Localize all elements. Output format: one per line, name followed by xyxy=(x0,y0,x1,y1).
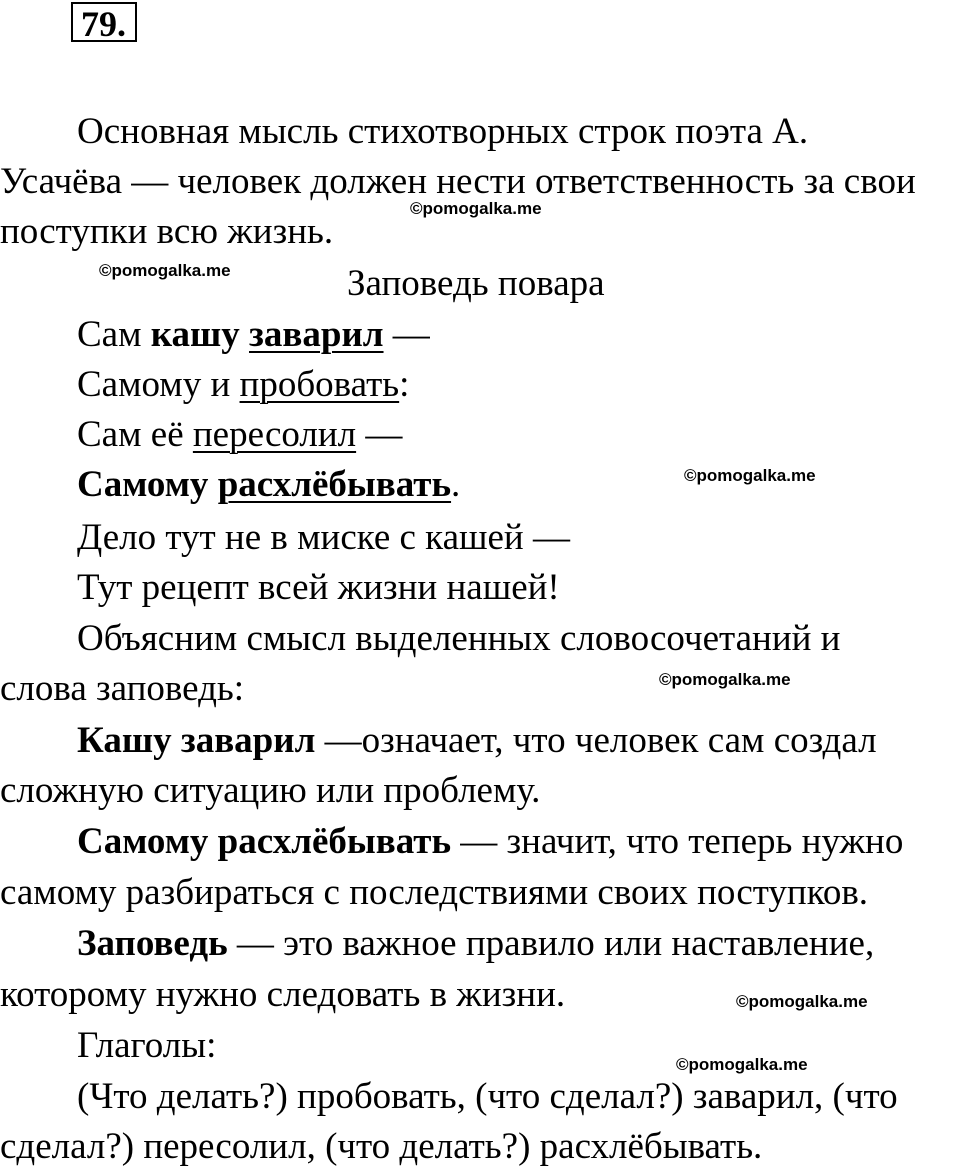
watermark: ©pomogalka.me xyxy=(659,670,791,689)
explain-line1: Объясним смысл выделенных словосочетаний и xyxy=(77,618,841,659)
poem-line1-d: — xyxy=(383,314,430,355)
poem-line3 xyxy=(77,413,402,457)
paragraph1-line2: Усачёва — человек должен нести ответственность за свои xyxy=(0,161,916,202)
explain-line2: слова заповедь: xyxy=(0,668,245,709)
poem-line3-c: — xyxy=(356,414,403,455)
watermark: ©pomogalka.me xyxy=(99,261,231,280)
watermark: ©pomogalka.me xyxy=(736,992,868,1011)
def3-term: Заповедь xyxy=(77,923,228,964)
poem-line1 xyxy=(77,313,430,357)
poem-line4-c: . xyxy=(451,464,461,505)
poem-line5: Дело тут не в миске с кашей — xyxy=(77,517,570,558)
def1-line2: сложную ситуацию или проблему. xyxy=(0,770,541,811)
def2-text1: — значит, что теперь нужно xyxy=(451,821,904,862)
poem-line1-a: Сам xyxy=(77,314,151,355)
def3-line1 xyxy=(77,922,874,966)
def1-text1: —означает, что человек сам создал xyxy=(315,720,877,761)
def2-line1 xyxy=(77,820,903,864)
paragraph1-line3: поступки всю жизнь. xyxy=(0,211,334,252)
watermark: ©pomogalka.me xyxy=(684,466,816,485)
def2-term: Самому расхлёбывать xyxy=(77,821,452,862)
poem-line4 xyxy=(77,463,460,507)
poem-line6: Тут рецепт всей жизни нашей! xyxy=(77,567,560,608)
poem-line1-b: кашу xyxy=(150,314,250,355)
poem-line3-b: пересолил xyxy=(192,414,357,455)
poem-line4-b: расхлёбывать xyxy=(217,464,452,505)
poem-line2-c: : xyxy=(399,364,410,405)
def3-line2: которому нужно следовать в жизни. xyxy=(0,974,566,1015)
poem-line2-a: Самому и xyxy=(77,364,240,405)
def3-text1: — это важное правило или наставление, xyxy=(227,923,875,964)
def1-line1 xyxy=(77,719,877,763)
paragraph1-line1: Основная мысль стихотворных строк поэта А. xyxy=(77,111,809,152)
poem-line2 xyxy=(77,363,409,407)
poem-line2-b: пробовать xyxy=(239,364,400,405)
verbs-heading: Глаголы: xyxy=(77,1025,217,1066)
def1-term: Кашу заварил xyxy=(77,720,316,761)
def2-line2: самому разбираться с последствиями своих поступков. xyxy=(0,872,869,913)
verbs-line2: сделал?) пересолил, (что делать?) расхлёбывать. xyxy=(0,1126,763,1167)
poem-title: Заповедь повара xyxy=(347,263,605,304)
watermark: ©pomogalka.me xyxy=(676,1055,808,1074)
poem-line3-a: Сам её xyxy=(77,414,193,455)
verbs-line1: (Что делать?) пробовать, (что сделал?) заварил, (что xyxy=(77,1076,898,1117)
watermark: ©pomogalka.me xyxy=(410,199,542,218)
poem-line4-a: Самому xyxy=(77,464,218,505)
task-number: 79. xyxy=(71,2,137,42)
poem-line1-c: заварил xyxy=(249,314,384,355)
